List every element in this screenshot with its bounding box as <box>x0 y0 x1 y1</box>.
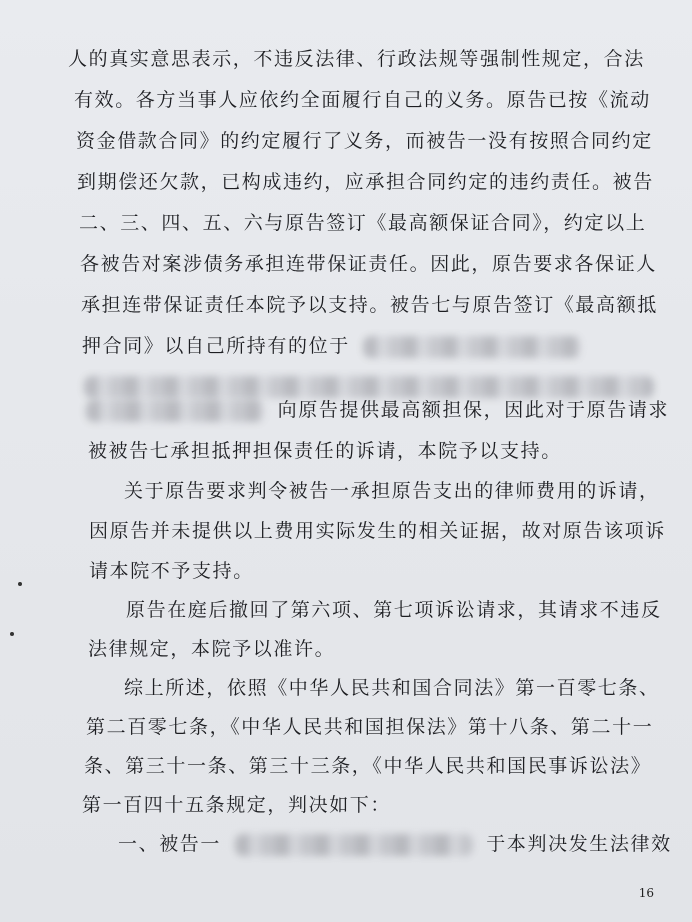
text-line-10-end: 向原告提供最高额担保，因此对于原告请求 <box>277 399 670 421</box>
redacted-address-part-3 <box>86 400 264 422</box>
redacted-defendant-name <box>235 834 473 856</box>
text-line-6: 各被告对案涉债务承担连带保证责任。因此，原告要求各保证人 <box>80 253 657 275</box>
text-line-17: 综上所述，依照《中华人民共和国合同法》第一百零七条、 <box>124 677 660 699</box>
text-line-20: 第一百四十五条规定，判决如下： <box>82 794 392 816</box>
redacted-address-part-2 <box>84 376 654 398</box>
text-line-3: 资金借款合同》的约定履行了义务，而被告一没有按照合同约定 <box>76 130 653 152</box>
text-line-10 <box>86 397 669 423</box>
text-line-19: 条、第三十一条、第三十三条，《中华人民共和国民事诉讼法》 <box>84 755 652 777</box>
text-line-21 <box>118 831 672 857</box>
text-line-15: 原告在庭后撤回了第六项、第七项诉讼请求，其请求不违反 <box>126 599 662 621</box>
margin-mark-2 <box>10 632 14 636</box>
text-line-16: 法律规定，本院予以准许。 <box>88 638 336 660</box>
text-line-14: 请本院不予支持。 <box>89 560 254 582</box>
text-line-2: 有效。各方当事人应依约全面履行自己的义务。原告已按《流动 <box>74 89 651 111</box>
text-line-8-start: 押合同》以自己所持有的位于 <box>82 335 350 357</box>
text-line-18: 第二百零七条，《中华人民共和国担保法》第十八条、第二十一 <box>86 716 654 738</box>
text-line-5: 二、三、四、五、六与原告签订《最高额保证合同》，约定以上 <box>79 212 647 234</box>
text-line-12: 关于原告要求判令被告一承担原告支出的律师费用的诉请， <box>124 480 660 502</box>
text-line-4: 到期偿还欠款，已构成违约，应承担合同约定的违约责任。被告 <box>77 171 654 193</box>
text-line-1: 人的真实意思表示，不违反法律、行政法规等强制性规定，合法 <box>68 48 645 70</box>
text-line-13: 因原告并未提供以上费用实际发生的相关证据，故对原告该项诉 <box>89 520 666 542</box>
redacted-line <box>84 373 654 399</box>
text-line-11: 被被告七承担抵押担保责任的诉请，本院予以支持。 <box>88 440 562 462</box>
redacted-address-part-1 <box>363 336 581 358</box>
page-number: 16 <box>638 886 654 900</box>
margin-mark-1 <box>18 582 22 586</box>
text-line-21-end: 于本判决发生法律效 <box>486 833 672 855</box>
text-line-7: 承担连带保证责任本院予以支持。被告七与原告签订《最高额抵 <box>81 294 658 316</box>
text-line-21-start: 一、被告一 <box>118 833 222 855</box>
text-line-8 <box>82 333 581 359</box>
